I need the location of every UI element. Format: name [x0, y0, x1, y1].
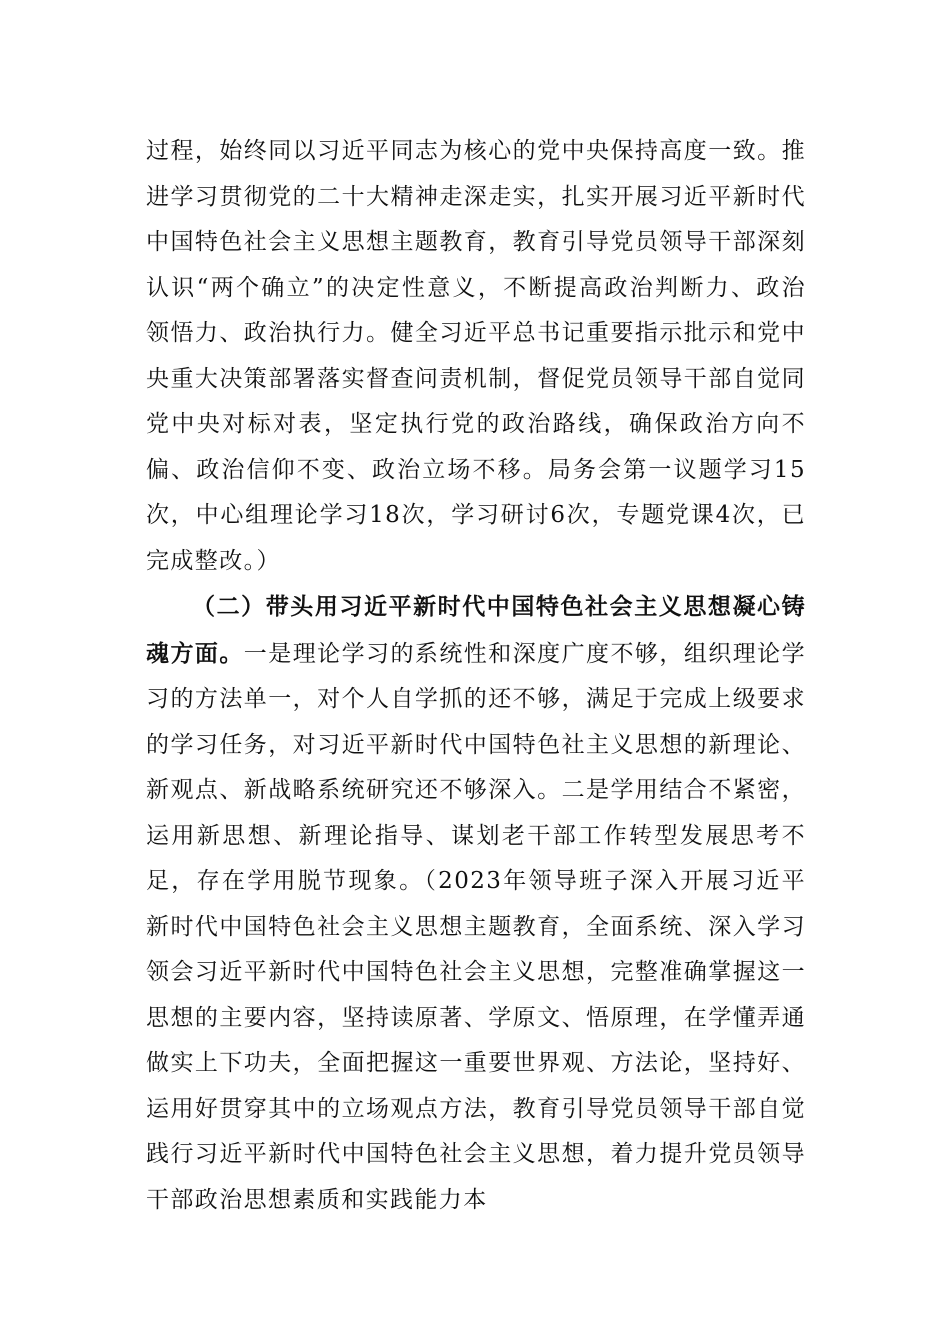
section-body: 一是理论学习的系统性和深度广度不够，组织理论学习的方法单一，对个人自学抓的还不够，满足于完成上级要求的学习任务，对习近平新时代中国特色社主义思想的新理论、新观点、新战略系统研究还不够深入。二是学用结合不紧密，运用新思想、新理论指导、谋划老干部工作转型发展思考不足，存在学用脱节现象。（2023年领导班子深入开展习近平新时代中国特色社会主义思想主题教育，全面系统、深入学习领会习近平新时代中国特色社会主义思想，完整准确掌握这一思想的主要内容，坚持读原著、学原文、悟原理，在学懂弄通做实上下功夫，全面把握这一重要世界观、方法论，坚持好、运用好贯穿其中的立场观点方法，教育引导党员领导干部自觉践行习近平新时代中国特色社会主义思想，着力提升党员领导干部政治思想素质和实践能力本 — [146, 640, 807, 1213]
section-heading: （二）带头用习近平新时代中国特色社会主义思想凝心铸魂方面。 — [146, 593, 806, 667]
section-paragraph-2 — [146, 584, 806, 1223]
document-page — [146, 129, 806, 1223]
paragraph-continued: 过程，始终同以习近平同志为核心的党中央保持高度一致。推进学习贯彻党的二十大精神走深走实，扎实开展习近平新时代中国特色社会主义思想主题教育，教育引导党员领导干部深刻认识“两个确立”的决定性意义，不断提高政治判断力、政治领悟力、政治执行力。健全习近平总书记重要指示批示和党中央重大决策部署落实督查问责机制，督促党员领导干部自觉同党中央对标对表，坚定执行党的政治路线，确保政治方向不偏、政治信仰不变、政治立场不移。局务会第一议题学习15次，中心组理论学习18次，学习研讨6次，专题党课4次，已完成整改。） — [146, 138, 806, 574]
